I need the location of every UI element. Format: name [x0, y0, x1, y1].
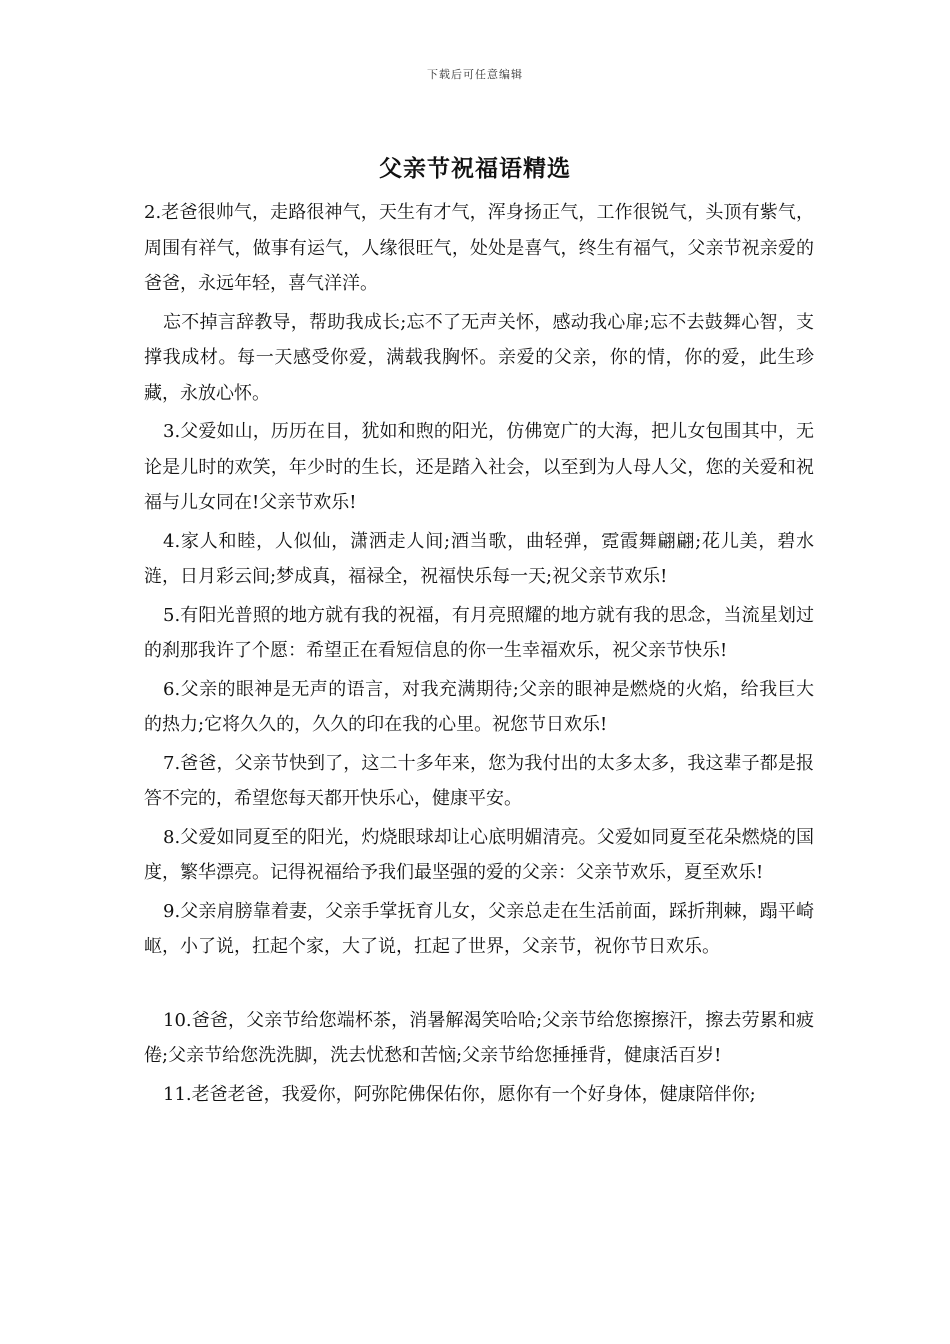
paragraph-6: 6.父亲的眼神是无声的语言，对我充满期待;父亲的眼神是燃烧的火焰，给我巨大的热力;它将久久的，久久的印在我的心里。祝您节日欢乐!: [144, 678, 814, 735]
document-title: 父亲节祝福语精选: [379, 156, 571, 182]
paragraph-intro: 忘不掉言辞教导，帮助我成长;忘不了无声关怀，感动我心扉;忘不去鼓舞心智，支撑我成材。每一天感受你爱，满载我胸怀。亲爱的父亲，你的情，你的爱，此生珍藏，永放心怀。: [144, 311, 814, 404]
page-header-note: 下载后可任意编辑: [427, 68, 523, 81]
paragraph-3: 3.父爱如山，历历在目，犹如和煦的阳光，仿佛宽广的大海，把儿女包围其中，无论是儿时的欢笑，年少时的生长，还是踏入社会，以至到为人母人父，您的关爱和祝福与儿女同在!父亲节欢乐!: [144, 421, 814, 513]
paragraph-spacer: [144, 968, 814, 1003]
paragraph-8: 8.父爱如同夏至的阳光，灼烧眼球却让心底明媚清亮。父爱如同夏至花朵燃烧的国度，繁华漂亮。记得祝福给予我们最坚强的爱的父亲：父亲节欢乐，夏至欢乐!: [144, 826, 814, 883]
paragraph-5: 5.有阳光普照的地方就有我的祝福，有月亮照耀的地方就有我的思念，当流星划过的刹那我许了个愿：希望正在看短信息的你一生幸福欢乐，祝父亲节快乐!: [144, 604, 814, 661]
document-body: [144, 195, 814, 1115]
paragraph-11: 11.老爸老爸，我爱你，阿弥陀佛保佑你，愿你有一个好身体，健康陪伴你;: [163, 1083, 756, 1105]
paragraph-2: 2.老爸很帅气，走路很神气，天生有才气，浑身扬正气，工作很锐气，头顶有紫气，周围有祥气，做事有运气，人缘很旺气，处处是喜气，终生有福气，父亲节祝亲爱的爸爸，永远年轻，喜气洋洋。: [144, 202, 814, 294]
paragraph-9: 9.父亲肩膀靠着妻，父亲手掌抚育儿女，父亲总走在生活前面，踩折荆棘，蹋平崎岖，小了说，扛起个家，大了说，扛起了世界，父亲节，祝你节日欢乐。: [144, 900, 814, 957]
paragraph-10: 10.爸爸，父亲节给您端杯茶，消暑解渴笑哈哈;父亲节给您擦擦汗，擦去劳累和疲倦;父亲节给您洗洗脚，洗去忧愁和苦恼;父亲节给您捶捶背，健康活百岁!: [144, 1009, 814, 1066]
paragraph-4: 4.家人和睦，人似仙，潇洒走人间;酒当歌，曲轻弹，霓霞舞翩翩;花儿美，碧水涟，日月彩云间;梦成真，福禄全，祝福快乐每一天;祝父亲节欢乐!: [144, 530, 814, 587]
paragraph-7: 7.爸爸，父亲节快到了，这二十多年来，您为我付出的太多太多，我这辈子都是报答不完的，希望您每天都开快乐心，健康平安。: [144, 752, 814, 809]
